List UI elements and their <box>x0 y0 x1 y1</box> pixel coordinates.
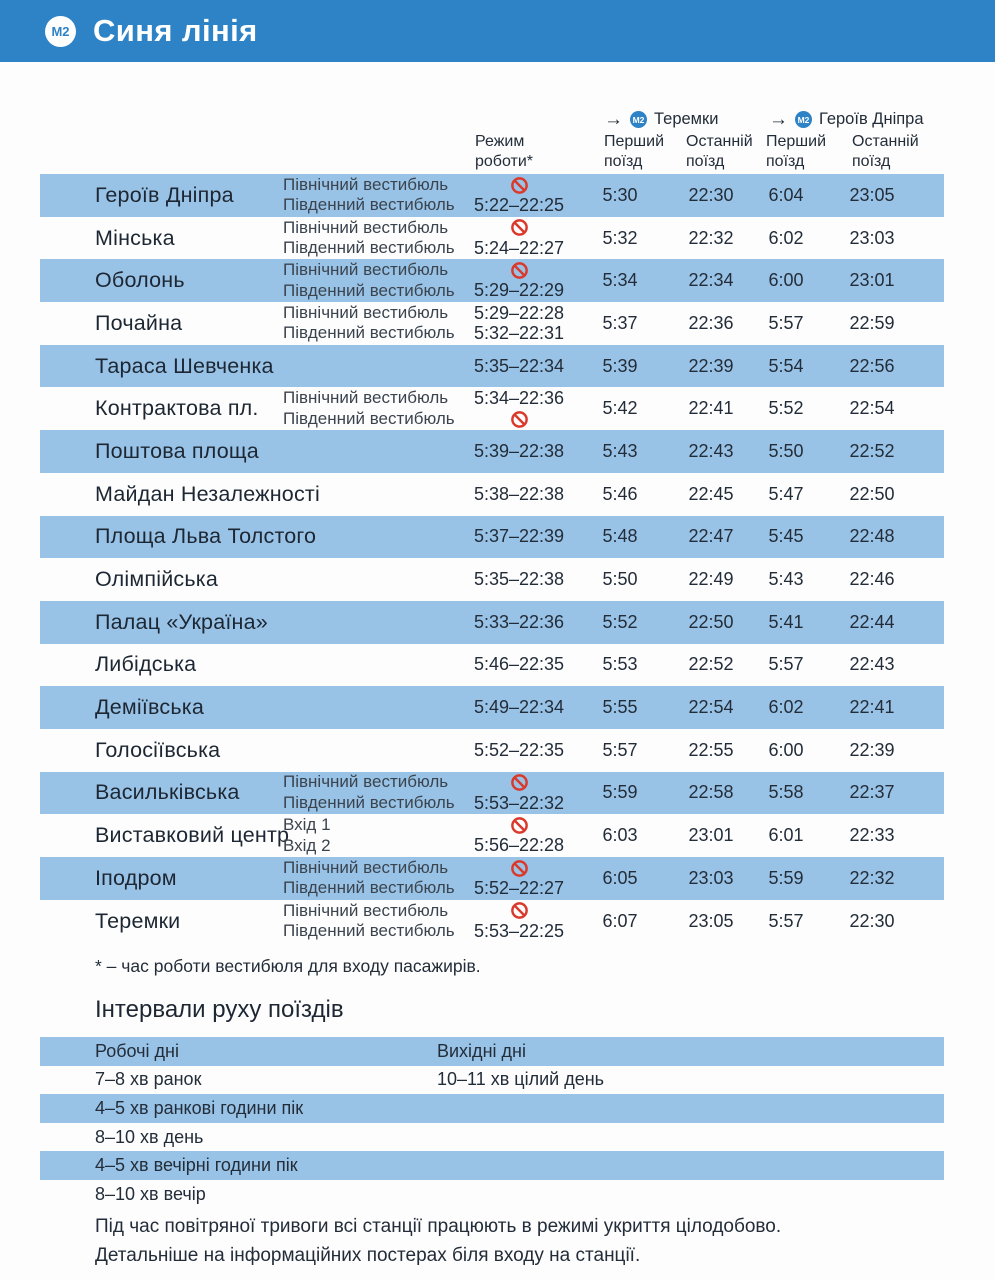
air-alert-line: Детальніше на інформаційних постерах біля входу на станції. <box>95 1245 641 1266</box>
vestibule-hours: 5:29–22:28 <box>473 302 565 323</box>
vestibule-labels <box>283 858 470 899</box>
no-entry-icon <box>470 409 568 430</box>
arrow-right-icon: → <box>604 109 623 130</box>
interval-row <box>40 1180 944 1209</box>
station-row <box>40 259 944 302</box>
last-train-to-heroiv-dnipra: 22:39 <box>849 739 895 760</box>
first-train-to-heroiv-dnipra: 6:00 <box>768 739 804 760</box>
station-hours: 5:35–22:34 <box>473 355 565 376</box>
vestibule-labels <box>283 303 470 344</box>
no-entry-icon <box>470 858 568 879</box>
vestibule-labels <box>283 175 470 216</box>
first-train-to-teremky: 5:48 <box>602 526 638 547</box>
last-train-to-teremky: 22:47 <box>688 526 734 547</box>
station-name: Мінська <box>95 225 175 250</box>
last-train-to-teremky: 22:36 <box>688 312 734 333</box>
first-train-to-heroiv-dnipra: 5:57 <box>768 654 804 675</box>
air-alert-line: Під час повітряної тривоги всі станції працюють в режимі укриття цілодобово. <box>95 1216 782 1237</box>
page-title: Синя лінія <box>93 13 258 48</box>
station-row <box>40 558 944 601</box>
last-train-to-teremky: 22:30 <box>688 184 734 205</box>
m2-badge-icon: M2 <box>795 111 812 128</box>
station-hours: 5:33–22:36 <box>473 611 565 632</box>
station-name: Голосіївська <box>95 737 221 762</box>
first-train-to-heroiv-dnipra: 6:02 <box>768 697 804 718</box>
station-name: Оболонь <box>95 268 185 293</box>
working-hours <box>470 740 568 761</box>
last-train-to-heroiv-dnipra: 22:41 <box>849 697 895 718</box>
station-row <box>40 174 944 217</box>
first-train-to-heroiv-dnipra: 6:02 <box>768 227 804 248</box>
last-train-to-teremky: 22:49 <box>688 569 734 590</box>
first-train-to-heroiv-dnipra: 6:01 <box>768 825 804 846</box>
station-name: Героїв Дніпра <box>95 182 234 207</box>
m2-badge-icon: M2 <box>630 111 647 128</box>
vestibule-label: Північний вестибюль <box>283 772 449 792</box>
station-row <box>40 345 944 388</box>
vestibule-hours: 5:52–22:27 <box>473 878 565 899</box>
vestibule-label: Південний вестибюль <box>283 195 455 215</box>
vestibule-labels <box>283 901 470 942</box>
interval-weekdays-cell: 8–10 хв вечір <box>95 1183 206 1204</box>
column-header-first-train: Перший поїзд <box>766 133 827 170</box>
column-header-last-train: Останній поїзд <box>686 133 753 170</box>
station-name: Олімпійська <box>95 567 219 592</box>
last-train-to-teremky: 22:55 <box>688 739 734 760</box>
last-train-to-teremky: 22:50 <box>688 611 734 632</box>
vestibule-labels <box>283 815 470 856</box>
station-hours: 5:38–22:38 <box>473 483 565 504</box>
vestibule-hours: 5:34–22:36 <box>473 388 565 409</box>
intervals-table <box>40 1037 944 1209</box>
station-row <box>40 217 944 260</box>
last-train-to-teremky: 22:32 <box>688 227 734 248</box>
station-hours: 5:35–22:38 <box>473 569 565 590</box>
direction-teremky-header <box>604 110 718 129</box>
station-hours: 5:52–22:35 <box>473 739 565 760</box>
station-name: Площа Льва Толстого <box>95 524 317 549</box>
working-hours <box>470 484 568 505</box>
working-hours <box>470 569 568 590</box>
vestibule-hours: 5:24–22:27 <box>473 237 565 258</box>
station-name: Контрактова пл. <box>95 396 259 421</box>
working-hours <box>470 772 568 813</box>
arrow-right-icon: → <box>769 109 788 130</box>
working-hours <box>470 356 568 377</box>
last-train-to-heroiv-dnipra: 22:43 <box>849 654 895 675</box>
last-train-to-heroiv-dnipra: 22:37 <box>849 782 895 803</box>
first-train-to-teremky: 5:52 <box>602 611 638 632</box>
first-train-to-teremky: 5:39 <box>602 355 638 376</box>
station-row <box>40 729 944 772</box>
first-train-to-heroiv-dnipra: 5:41 <box>768 611 804 632</box>
station-row <box>40 772 944 815</box>
first-train-to-teremky: 5:37 <box>602 312 638 333</box>
vestibule-label: Вхід 2 <box>283 835 331 855</box>
working-hours <box>470 612 568 633</box>
station-row <box>40 644 944 687</box>
last-train-to-heroiv-dnipra: 22:48 <box>849 526 895 547</box>
working-hours <box>470 175 568 216</box>
vestibule-label: Північний вестибюль <box>283 217 449 237</box>
last-train-to-heroiv-dnipra: 22:44 <box>849 611 895 632</box>
vestibule-label: Південний вестибюль <box>283 921 455 941</box>
station-row <box>40 686 944 729</box>
interval-row <box>40 1037 944 1066</box>
first-train-to-teremky: 6:05 <box>602 867 638 888</box>
first-train-to-teremky: 5:57 <box>602 739 638 760</box>
first-train-to-teremky: 6:07 <box>602 910 638 931</box>
last-train-to-heroiv-dnipra: 22:52 <box>849 440 895 461</box>
last-train-to-heroiv-dnipra: 23:05 <box>849 184 895 205</box>
last-train-to-teremky: 22:41 <box>688 398 734 419</box>
first-train-to-teremky: 5:53 <box>602 654 638 675</box>
direction-label: Героїв Дніпра <box>819 110 924 128</box>
first-train-to-heroiv-dnipra: 5:59 <box>768 867 804 888</box>
station-name: Теремки <box>95 908 181 933</box>
first-train-to-teremky: 5:59 <box>602 782 638 803</box>
first-train-to-teremky: 5:55 <box>602 697 638 718</box>
station-name: Либідська <box>95 652 197 677</box>
first-train-to-teremky: 5:42 <box>602 398 638 419</box>
last-train-to-teremky: 22:39 <box>688 355 734 376</box>
first-train-to-teremky: 5:34 <box>602 270 638 291</box>
vestibule-hours: 5:32–22:31 <box>473 323 565 344</box>
last-train-to-heroiv-dnipra: 22:32 <box>849 867 895 888</box>
first-train-to-teremky: 6:03 <box>602 825 638 846</box>
first-train-to-heroiv-dnipra: 5:52 <box>768 398 804 419</box>
interval-row <box>40 1066 944 1095</box>
first-train-to-heroiv-dnipra: 5:57 <box>768 910 804 931</box>
first-train-to-heroiv-dnipra: 5:58 <box>768 782 804 803</box>
station-hours: 5:37–22:39 <box>473 526 565 547</box>
stations-table <box>40 174 944 942</box>
last-train-to-heroiv-dnipra: 23:03 <box>849 227 895 248</box>
no-entry-icon <box>470 260 568 281</box>
station-hours: 5:49–22:34 <box>473 697 565 718</box>
working-hours <box>470 441 568 462</box>
last-train-to-teremky: 22:58 <box>688 782 734 803</box>
station-row <box>40 430 944 473</box>
vestibule-hours: 5:29–22:29 <box>473 280 565 301</box>
first-train-to-teremky: 5:50 <box>602 569 638 590</box>
working-hours <box>470 260 568 301</box>
last-train-to-heroiv-dnipra: 23:01 <box>849 270 895 291</box>
last-train-to-teremky: 23:05 <box>688 910 734 931</box>
vestibule-label: Північний вестибюль <box>283 900 449 920</box>
first-train-to-heroiv-dnipra: 5:50 <box>768 440 804 461</box>
working-hours <box>470 218 568 259</box>
vestibule-label: Південний вестибюль <box>283 792 455 812</box>
vestibule-label: Північний вестибюль <box>283 857 449 877</box>
vestibule-labels <box>283 388 470 429</box>
vestibule-labels <box>283 772 470 813</box>
last-train-to-heroiv-dnipra: 22:46 <box>849 569 895 590</box>
station-name: Поштова площа <box>95 438 259 463</box>
table-header <box>0 106 995 174</box>
interval-weekdays-cell: 7–8 хв ранок <box>95 1069 202 1090</box>
interval-weekdays-cell: 4–5 хв вечірні години пік <box>95 1155 298 1176</box>
station-hours: 5:46–22:35 <box>473 654 565 675</box>
interval-weekdays-cell: 4–5 хв ранкові години пік <box>95 1097 304 1118</box>
last-train-to-teremky: 22:43 <box>688 440 734 461</box>
first-train-to-heroiv-dnipra: 5:57 <box>768 312 804 333</box>
first-train-to-heroiv-dnipra: 6:00 <box>768 270 804 291</box>
interval-weekend-cell: 10–11 хв цілий день <box>437 1069 605 1090</box>
station-row <box>40 387 944 430</box>
interval-weekend-cell: Вихідні дні <box>437 1040 526 1061</box>
station-row <box>40 601 944 644</box>
station-name: Почайна <box>95 310 183 335</box>
direction-heroiv-dnipra-header <box>769 110 924 129</box>
vestibule-label: Південний вестибюль <box>283 323 455 343</box>
station-row <box>40 302 944 345</box>
working-hours <box>470 901 568 942</box>
air-alert-notice <box>95 1212 781 1270</box>
last-train-to-teremky: 22:52 <box>688 654 734 675</box>
m2-line-badge-icon: M2 <box>45 16 76 47</box>
interval-row <box>40 1151 944 1180</box>
last-train-to-teremky: 23:01 <box>688 825 734 846</box>
first-train-to-teremky: 5:30 <box>602 184 638 205</box>
vestibule-label: Північний вестибюль <box>283 302 449 322</box>
last-train-to-teremky: 22:54 <box>688 697 734 718</box>
station-name: Васильківська <box>95 780 240 805</box>
station-row <box>40 900 944 943</box>
station-name: Тараса Шевченка <box>95 353 274 378</box>
vestibule-hours: 5:53–22:25 <box>473 920 565 941</box>
no-entry-icon <box>470 772 568 793</box>
vestibule-hours: 5:53–22:32 <box>473 792 565 813</box>
line-header <box>0 0 995 62</box>
working-hours <box>470 655 568 676</box>
vestibule-labels <box>283 218 470 259</box>
column-header-regime: Режим роботи* <box>475 133 533 170</box>
interval-weekdays-cell: Робочі дні <box>95 1040 179 1061</box>
direction-label: Теремки <box>654 110 719 128</box>
station-name: Майдан Незалежності <box>95 481 320 506</box>
last-train-to-teremky: 22:45 <box>688 483 734 504</box>
first-train-to-teremky: 5:46 <box>602 483 638 504</box>
footnote: * – час роботи вестибюля для входу пасажирів. <box>95 956 481 976</box>
vestibule-label: Північний вестибюль <box>283 388 449 408</box>
vestibule-label: Вхід 1 <box>283 815 331 835</box>
column-header-first-train: Перший поїзд <box>604 133 665 170</box>
first-train-to-heroiv-dnipra: 5:43 <box>768 569 804 590</box>
station-name: Виставковий центр <box>95 823 290 848</box>
interval-weekdays-cell: 8–10 хв день <box>95 1126 204 1147</box>
no-entry-icon <box>470 218 568 239</box>
last-train-to-heroiv-dnipra: 22:33 <box>849 825 895 846</box>
vestibule-label: Південний вестибюль <box>283 878 455 898</box>
station-row <box>40 473 944 516</box>
last-train-to-heroiv-dnipra: 22:56 <box>849 355 895 376</box>
vestibule-labels <box>283 260 470 301</box>
working-hours <box>470 388 568 429</box>
station-row <box>40 814 944 857</box>
station-hours: 5:39–22:38 <box>473 440 565 461</box>
vestibule-label: Північний вестибюль <box>283 174 449 194</box>
station-name: Іподром <box>95 865 177 890</box>
first-train-to-heroiv-dnipra: 5:54 <box>768 355 804 376</box>
last-train-to-heroiv-dnipra: 22:50 <box>849 483 895 504</box>
no-entry-icon <box>470 175 568 196</box>
interval-row <box>40 1094 944 1123</box>
working-hours <box>470 858 568 899</box>
first-train-to-teremky: 5:43 <box>602 440 638 461</box>
vestibule-label: Південний вестибюль <box>283 280 455 300</box>
vestibule-hours: 5:22–22:25 <box>473 195 565 216</box>
no-entry-icon <box>470 815 568 836</box>
first-train-to-heroiv-dnipra: 6:04 <box>768 184 804 205</box>
working-hours <box>470 303 568 344</box>
station-row <box>40 516 944 559</box>
vestibule-label: Північний вестибюль <box>283 260 449 280</box>
vestibule-label: Південний вестибюль <box>283 238 455 258</box>
no-entry-icon <box>470 901 568 922</box>
last-train-to-heroiv-dnipra: 22:59 <box>849 312 895 333</box>
working-hours <box>470 697 568 718</box>
vestibule-hours: 5:56–22:28 <box>473 835 565 856</box>
station-row <box>40 857 944 900</box>
working-hours <box>470 527 568 548</box>
station-name: Деміївська <box>95 695 205 720</box>
column-header-last-train: Останній поїзд <box>852 133 919 170</box>
first-train-to-heroiv-dnipra: 5:47 <box>768 483 804 504</box>
last-train-to-heroiv-dnipra: 22:54 <box>849 398 895 419</box>
vestibule-label: Південний вестибюль <box>283 408 455 428</box>
working-hours <box>470 815 568 856</box>
intervals-title: Інтервали руху поїздів <box>95 996 344 1023</box>
interval-row <box>40 1123 944 1152</box>
last-train-to-teremky: 22:34 <box>688 270 734 291</box>
last-train-to-teremky: 23:03 <box>688 867 734 888</box>
first-train-to-teremky: 5:32 <box>602 227 638 248</box>
last-train-to-heroiv-dnipra: 22:30 <box>849 910 895 931</box>
first-train-to-heroiv-dnipra: 5:45 <box>768 526 804 547</box>
station-name: Палац «Україна» <box>95 609 268 634</box>
